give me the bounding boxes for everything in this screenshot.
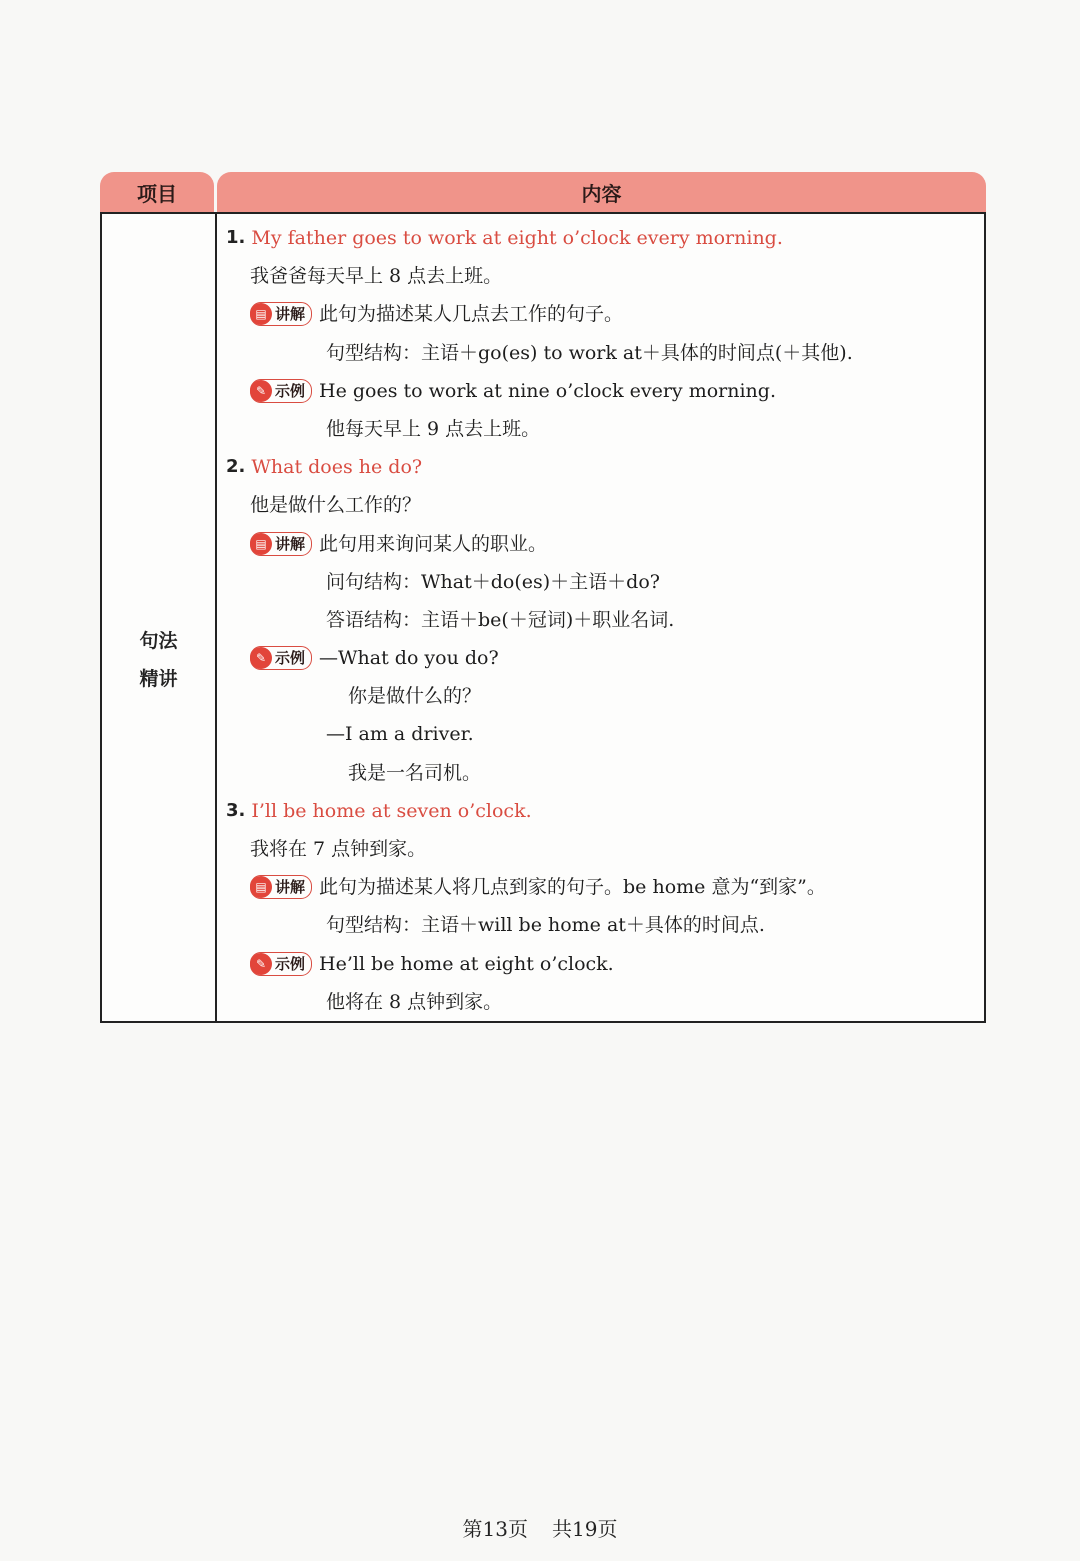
item-1-sentence-line bbox=[226, 219, 974, 257]
grammar-table bbox=[100, 172, 986, 1023]
example-line bbox=[226, 372, 974, 410]
answer-structure: 答语结构：主语＋be(＋冠词)＋职业名词. bbox=[326, 608, 675, 631]
structure-text: 句型结构：主语＋go(es) to work at＋具体的时间点(＋其他). bbox=[326, 341, 853, 364]
item-3-sentence-line bbox=[226, 792, 974, 830]
section-label bbox=[102, 622, 215, 698]
item-number: 2. bbox=[226, 456, 246, 478]
key-sentence: My father goes to work at eight o’clock every morning. bbox=[251, 227, 783, 249]
book-icon: ▤ bbox=[250, 533, 272, 555]
book-icon: ▤ bbox=[250, 876, 272, 898]
example-answer-translation: 我是一名司机。 bbox=[348, 761, 482, 784]
example-line bbox=[226, 945, 974, 983]
pen-icon: ✎ bbox=[250, 953, 272, 975]
example-text: He goes to work at nine o’clock every morning. bbox=[319, 379, 776, 402]
explain-tag: ▤ 讲解 bbox=[250, 302, 312, 326]
header-project: 项目 bbox=[100, 172, 214, 212]
column-divider bbox=[215, 214, 217, 1021]
translation: 我将在 7 点钟到家。 bbox=[250, 838, 427, 860]
example-translation: 他每天早上 9 点去上班。 bbox=[326, 417, 541, 440]
explain-text: 此句为描述某人几点去工作的句子。 bbox=[319, 303, 624, 326]
translation: 他是做什么工作的？ bbox=[250, 494, 422, 517]
question-structure: 问句结构：What＋do(es)＋主语＋do? bbox=[326, 570, 660, 593]
example-tag: ✎ 示例 bbox=[250, 952, 312, 976]
content-column bbox=[226, 219, 974, 1021]
page-total: 共19页 bbox=[552, 1517, 618, 1541]
explain-text: 此句为描述某人将几点到家的句子。be home 意为“到家”。 bbox=[319, 876, 826, 899]
explain-text: 此句用来询问某人的职业。 bbox=[319, 532, 548, 555]
translation: 我爸爸每天早上 8 点去上班。 bbox=[250, 265, 503, 288]
example-translation: 他将在 8 点钟到家。 bbox=[326, 990, 503, 1013]
section-label-line-2: 精讲 bbox=[139, 668, 178, 690]
book-icon: ▤ bbox=[250, 303, 272, 325]
page-number: 第13页 bbox=[462, 1517, 528, 1541]
explain-line bbox=[226, 295, 974, 333]
explain-line bbox=[226, 868, 974, 906]
explain-line bbox=[226, 525, 974, 563]
pen-icon: ✎ bbox=[250, 647, 272, 669]
example-text: He’ll be home at eight o’clock. bbox=[319, 952, 614, 975]
item-number: 3. bbox=[226, 799, 246, 821]
example-tag: ✎ 示例 bbox=[250, 646, 312, 670]
example-tag: ✎ 示例 bbox=[250, 379, 312, 403]
example-line bbox=[226, 639, 974, 677]
table-body bbox=[100, 212, 986, 1023]
example-question: —What do you do? bbox=[319, 647, 499, 670]
key-sentence: What does he do? bbox=[251, 456, 423, 479]
explain-tag: ▤ 讲解 bbox=[250, 875, 312, 899]
key-sentence: I’ll be home at seven o’clock. bbox=[251, 799, 532, 822]
pen-icon: ✎ bbox=[250, 380, 272, 402]
example-answer: —I am a driver. bbox=[326, 723, 474, 746]
page-footer bbox=[0, 1513, 1080, 1542]
header-content: 内容 bbox=[217, 172, 986, 212]
example-question-translation: 你是做什么的？ bbox=[348, 685, 482, 708]
explain-tag: ▤ 讲解 bbox=[250, 532, 312, 556]
item-number: 1. bbox=[226, 227, 246, 248]
item-2-sentence-line bbox=[226, 448, 974, 486]
structure-text: 句型结构：主语＋will be home at＋具体的时间点. bbox=[326, 914, 765, 937]
section-label-line-1: 句法 bbox=[139, 630, 178, 652]
